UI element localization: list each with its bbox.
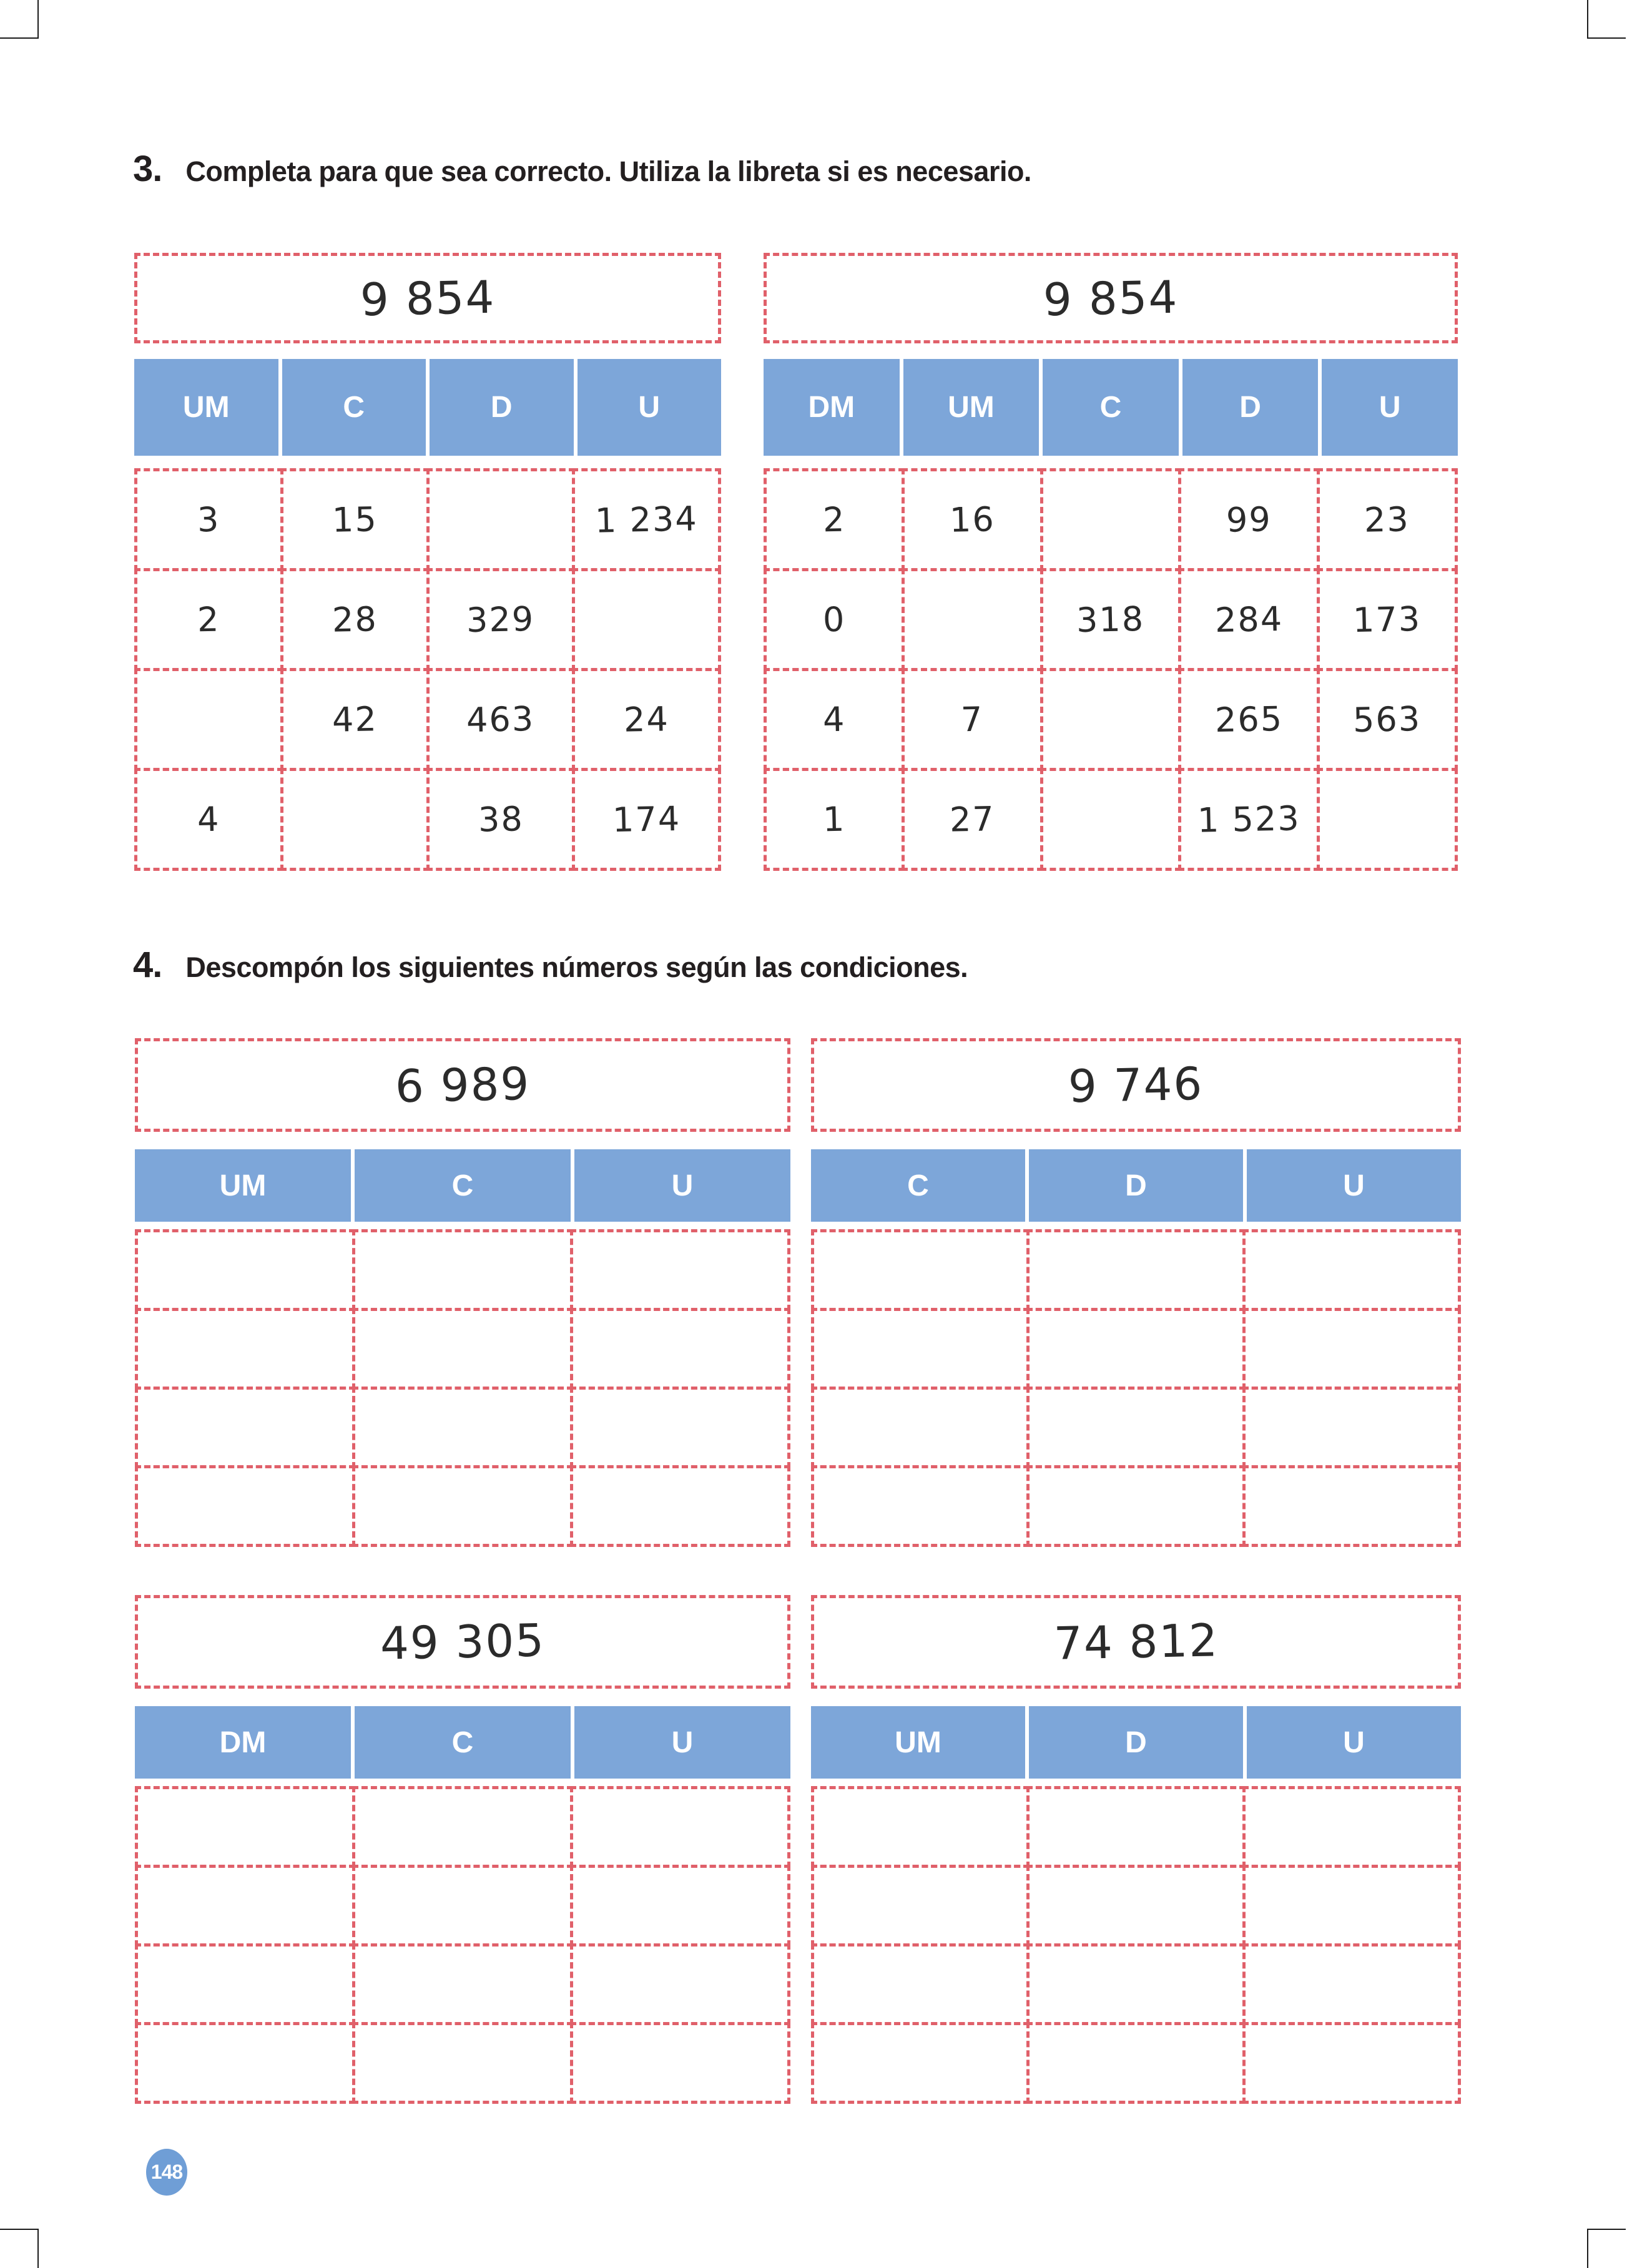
empty-answer-cell[interactable] [811, 1308, 1030, 1390]
value-cell [1317, 668, 1458, 771]
empty-answer-cell[interactable] [570, 1465, 790, 1547]
value-cell [426, 768, 576, 871]
table-row [135, 1387, 790, 1468]
column-header-dm: DM [135, 1706, 351, 1779]
value-cell [1178, 668, 1319, 771]
empty-answer-cell[interactable] [811, 1786, 1030, 1868]
handwritten-value: 3 [197, 499, 221, 540]
column-header-c: C [1043, 359, 1179, 456]
empty-answer-cell[interactable] [135, 1308, 355, 1390]
table-row [811, 1387, 1461, 1468]
handwritten-value: 0 [822, 599, 847, 640]
target-number-box [811, 1595, 1461, 1689]
cropmark-bottom-left [0, 2229, 39, 2268]
column-header-row [134, 359, 721, 456]
column-header-dm: DM [764, 359, 900, 456]
table-row [134, 468, 721, 571]
empty-answer-cell[interactable] [352, 1786, 573, 1868]
handwritten-value: 2 [822, 499, 847, 540]
empty-answer-cell[interactable] [811, 1943, 1030, 2025]
empty-answer-cell[interactable] [1242, 1786, 1461, 1868]
column-header-d: D [430, 359, 574, 456]
table-row [134, 668, 721, 771]
exercise4-title-row [133, 944, 968, 986]
cropmark-top-right [1587, 0, 1626, 39]
column-header-c: C [355, 1706, 571, 1779]
answer-grid [134, 468, 721, 871]
empty-answer-cell[interactable] [352, 1865, 573, 1946]
handwritten-value: 1 [822, 799, 847, 840]
column-header-row [135, 1706, 790, 1779]
empty-answer-cell[interactable] [1026, 1387, 1245, 1468]
handwritten-value: 16 [949, 499, 996, 540]
empty-answer-cell[interactable] [135, 1943, 355, 2025]
value-cell [280, 668, 430, 771]
handwritten-value: 99 [1226, 499, 1272, 540]
target-number: 74 812 [1053, 1614, 1219, 1670]
table-row [764, 468, 1458, 571]
table-row [764, 768, 1458, 871]
handwritten-value: 173 [1352, 599, 1422, 641]
table-row [135, 1229, 790, 1311]
empty-answer-cell[interactable] [426, 468, 576, 571]
empty-answer-cell[interactable] [1242, 1465, 1461, 1547]
cropmark-bottom-right [1587, 2229, 1626, 2268]
handwritten-value: 42 [332, 699, 378, 740]
value-cell [902, 768, 1043, 871]
handwritten-value: 27 [949, 799, 996, 840]
target-number-box [135, 1038, 790, 1132]
value-cell [902, 468, 1043, 571]
empty-answer-cell[interactable] [811, 1865, 1030, 1946]
target-number: 9 746 [1068, 1057, 1204, 1113]
empty-answer-cell[interactable] [352, 1308, 573, 1390]
table-row [811, 1308, 1461, 1390]
target-number-box [135, 1595, 790, 1689]
value-cell [134, 568, 283, 671]
empty-answer-cell[interactable] [1242, 2022, 1461, 2104]
page-number-badge [146, 2149, 187, 2196]
value-cell [280, 568, 430, 671]
decompose-table-4 [811, 1595, 1461, 2104]
handwritten-value: 23 [1364, 499, 1410, 540]
answer-grid [764, 468, 1458, 871]
table-row [811, 1465, 1461, 1547]
empty-answer-cell[interactable] [1242, 1308, 1461, 1390]
answer-grid [811, 1229, 1461, 1547]
column-header-um: UM [135, 1149, 351, 1222]
target-number: 49 305 [380, 1614, 546, 1670]
target-number-box [134, 253, 721, 343]
answer-grid [135, 1229, 790, 1547]
value-cell [1178, 568, 1319, 671]
exercise3-number: 3. [133, 149, 162, 189]
empty-answer-cell[interactable] [134, 668, 283, 771]
value-cell [764, 668, 905, 771]
empty-answer-cell[interactable] [352, 2022, 573, 2104]
value-cell [426, 668, 576, 771]
empty-answer-cell[interactable] [352, 1229, 573, 1311]
column-header-row [135, 1149, 790, 1222]
column-header-u: U [1322, 359, 1458, 456]
column-header-d: D [1029, 1706, 1243, 1779]
value-cell [764, 568, 905, 671]
handwritten-value: 1 523 [1197, 798, 1301, 840]
column-header-c: C [355, 1149, 571, 1222]
empty-answer-cell[interactable] [135, 1865, 355, 1946]
table-row [811, 1786, 1461, 1868]
column-header-d: D [1029, 1149, 1243, 1222]
exercise3-title: Completa para que sea correcto. Utiliza la libreta si es necesario. [185, 155, 1031, 187]
decompose-table-1 [135, 1038, 790, 1547]
value-cell [572, 668, 721, 771]
table-row [811, 2022, 1461, 2104]
empty-answer-cell[interactable] [811, 2022, 1030, 2104]
handwritten-value: 38 [477, 799, 524, 840]
empty-answer-cell[interactable] [1317, 768, 1458, 871]
handwritten-value: 1 234 [594, 499, 699, 541]
table-row [135, 2022, 790, 2104]
cropmark-top-left [0, 0, 39, 39]
handwritten-value: 15 [332, 499, 378, 540]
empty-answer-cell[interactable] [1026, 1229, 1245, 1311]
column-header-c: C [282, 359, 426, 456]
empty-answer-cell[interactable] [1040, 768, 1181, 871]
handwritten-value: 2 [197, 599, 221, 640]
exercise4-number: 4. [133, 945, 162, 985]
target-number-box [764, 253, 1458, 343]
exercise3-title-row [133, 148, 1031, 190]
empty-answer-cell[interactable] [1026, 2022, 1245, 2104]
answer-grid [135, 1786, 790, 2104]
empty-answer-cell[interactable] [352, 1387, 573, 1468]
empty-answer-cell[interactable] [570, 1387, 790, 1468]
handwritten-value: 24 [623, 699, 670, 740]
place-value-table-1 [134, 253, 721, 871]
column-header-u: U [578, 359, 722, 456]
empty-answer-cell[interactable] [570, 1308, 790, 1390]
value-cell [134, 468, 283, 571]
value-cell [1317, 468, 1458, 571]
empty-answer-cell[interactable] [1026, 1865, 1245, 1946]
value-cell [764, 768, 905, 871]
handwritten-value: 265 [1214, 699, 1284, 740]
empty-answer-cell[interactable] [811, 1387, 1030, 1468]
handwritten-value: 28 [332, 599, 378, 640]
table-row [135, 1308, 790, 1390]
table-row [134, 768, 721, 871]
table-row [764, 668, 1458, 771]
empty-answer-cell[interactable] [135, 1229, 355, 1311]
table-row [811, 1229, 1461, 1311]
value-cell [902, 668, 1043, 771]
empty-answer-cell[interactable] [1026, 1308, 1245, 1390]
decompose-table-2 [811, 1038, 1461, 1547]
value-cell [280, 468, 430, 571]
handwritten-value: 7 [960, 699, 985, 740]
column-header-um: UM [903, 359, 1040, 456]
value-cell [134, 768, 283, 871]
value-cell [1178, 468, 1319, 571]
empty-answer-cell[interactable] [135, 1786, 355, 1868]
empty-answer-cell[interactable] [135, 1387, 355, 1468]
decompose-table-3 [135, 1595, 790, 2104]
column-header-u: U [574, 1706, 790, 1779]
empty-answer-cell[interactable] [570, 1943, 790, 2025]
page-number: 148 [150, 2161, 183, 2183]
target-number: 9 854 [360, 270, 496, 326]
handwritten-value: 4 [197, 799, 221, 840]
handwritten-value: 4 [822, 699, 847, 740]
handwritten-value: 318 [1076, 599, 1146, 641]
handwritten-value: 174 [612, 798, 681, 840]
empty-answer-cell[interactable] [1026, 1943, 1245, 2025]
column-header-d: D [1182, 359, 1319, 456]
column-header-u: U [1247, 1706, 1461, 1779]
column-header-c: C [811, 1149, 1025, 1222]
empty-answer-cell[interactable] [570, 1865, 790, 1946]
place-value-table-2 [764, 253, 1458, 871]
table-row [135, 1865, 790, 1946]
table-row [135, 1943, 790, 2025]
value-cell [426, 568, 576, 671]
empty-answer-cell[interactable] [135, 1465, 355, 1547]
empty-answer-cell[interactable] [811, 1465, 1030, 1547]
table-row [811, 1943, 1461, 2025]
empty-answer-cell[interactable] [902, 568, 1043, 671]
empty-answer-cell[interactable] [811, 1229, 1030, 1311]
target-number-box [811, 1038, 1461, 1132]
value-cell [1317, 568, 1458, 671]
empty-answer-cell[interactable] [352, 1943, 573, 2025]
value-cell [764, 468, 905, 571]
handwritten-value: 463 [466, 699, 536, 740]
empty-answer-cell[interactable] [570, 1229, 790, 1311]
empty-answer-cell[interactable] [570, 1786, 790, 1868]
table-row [135, 1465, 790, 1547]
table-row [134, 568, 721, 671]
empty-answer-cell[interactable] [1040, 468, 1181, 571]
column-header-row [811, 1149, 1461, 1222]
empty-answer-cell[interactable] [1242, 1387, 1461, 1468]
empty-answer-cell[interactable] [1040, 668, 1181, 771]
handwritten-value: 329 [466, 599, 536, 641]
value-cell [572, 468, 721, 571]
exercise4-title: Descompón los siguientes números según las condiciones. [185, 951, 968, 983]
empty-answer-cell[interactable] [280, 768, 430, 871]
value-cell [1178, 768, 1319, 871]
table-row [764, 568, 1458, 671]
empty-answer-cell[interactable] [352, 1465, 573, 1547]
target-number: 9 854 [1043, 270, 1179, 326]
empty-answer-cell[interactable] [1242, 1229, 1461, 1311]
empty-answer-cell[interactable] [570, 2022, 790, 2104]
column-header-u: U [1247, 1149, 1461, 1222]
empty-answer-cell[interactable] [1242, 1865, 1461, 1946]
value-cell [572, 768, 721, 871]
handwritten-value: 284 [1214, 599, 1284, 641]
empty-answer-cell[interactable] [572, 568, 721, 671]
value-cell [1040, 568, 1181, 671]
empty-answer-cell[interactable] [1026, 1786, 1245, 1868]
column-header-u: U [574, 1149, 790, 1222]
column-header-row [811, 1706, 1461, 1779]
table-row [135, 1786, 790, 1868]
table-row [811, 1865, 1461, 1946]
handwritten-value: 563 [1352, 699, 1422, 740]
empty-answer-cell[interactable] [1026, 1465, 1245, 1547]
empty-answer-cell[interactable] [1242, 1943, 1461, 2025]
target-number: 6 989 [395, 1057, 531, 1113]
column-header-um: UM [134, 359, 278, 456]
empty-answer-cell[interactable] [135, 2022, 355, 2104]
column-header-um: UM [811, 1706, 1025, 1779]
column-header-row [764, 359, 1458, 456]
answer-grid [811, 1786, 1461, 2104]
